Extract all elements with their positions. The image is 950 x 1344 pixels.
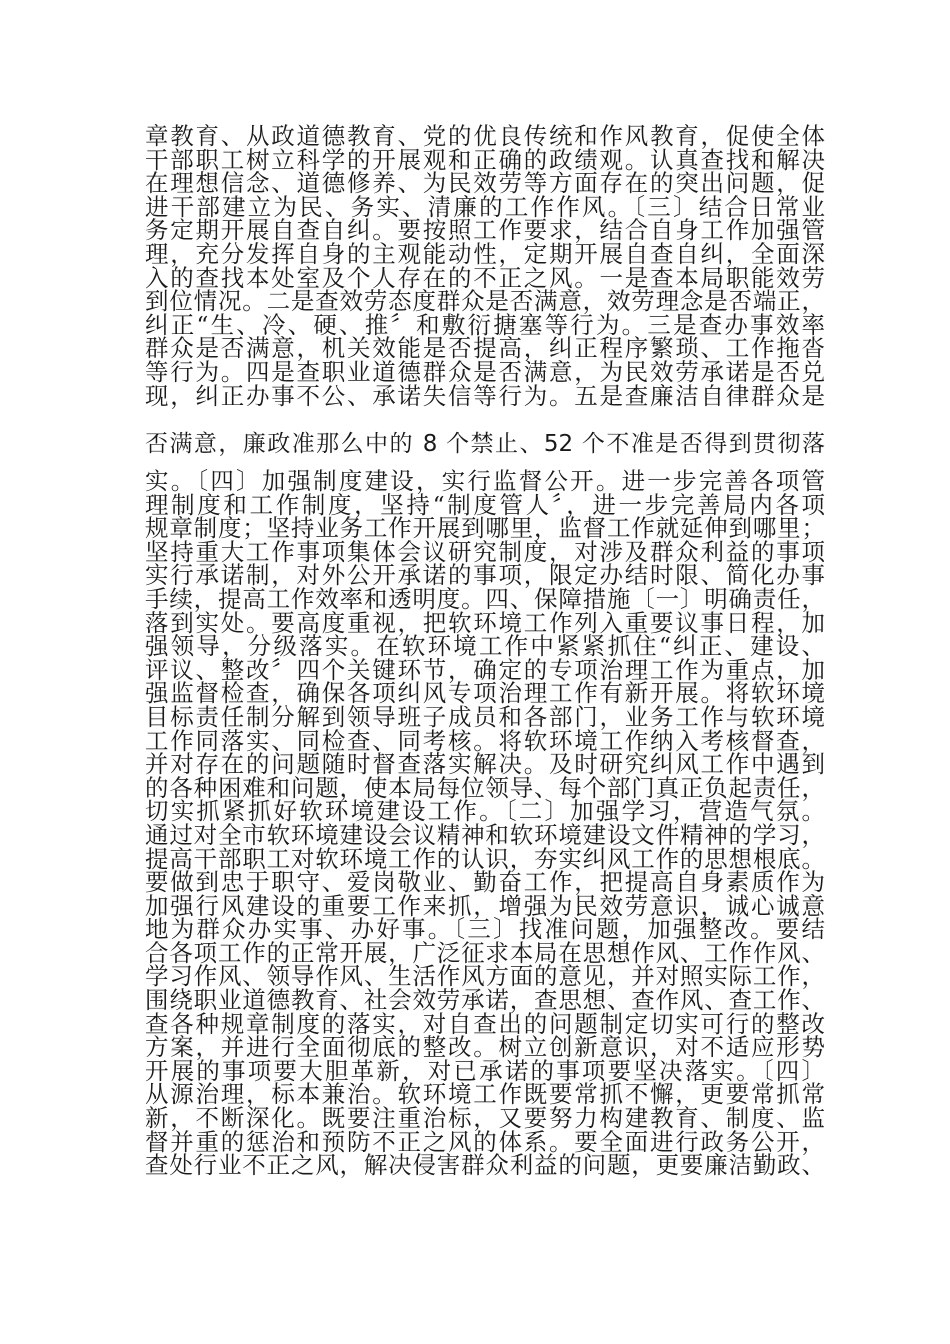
text-line: 强领导，分级落实。在软环境工作中紧紧抓住“纠正、建设、 [145,632,825,661]
text-line: 实行承诺制，对外公开承诺的事项，限定办结时限、简化办事 [145,561,825,590]
text-line: 的各种困难和问题，使本局每位领导、每个部门真正负起责任， [145,773,825,802]
paragraph-block-1 [145,122,825,410]
text-line: 纠正“生、冷、硬、推〞和敷衍搪塞等行为。三是查办事效率 [145,310,825,339]
text-line: 强监督检查，确保各项纠风专项治理工作有新开展。将软环境 [145,679,825,708]
text-line: 查各种规章制度的落实，对自查出的问题制定切实可行的整改 [145,1009,825,1038]
text-line: 工作同落实、同检查、同考核。将软环境工作纳入考核督查， [145,726,825,755]
text-line: 章教育、从政道德教育、党的优良传统和作风教育，促使全体 [145,122,825,150]
paragraph-block-2 [145,433,825,457]
text-line: 要做到忠于职守、爱岗敬业、勤奋工作，把提高自身素质作为 [145,868,825,897]
text-line: 实。〔四〕加强制度建设，实行监督公开。进一步完善各项管 [145,467,825,495]
text-line: 到位情况。二是查效劳态度群众是否满意，效劳理念是否端正， [145,287,825,316]
text-line: 入的查找本处室及个人存在的不正之风。一是查本局职能效劳 [145,263,825,292]
text-line: 群众是否满意，机关效能是否提高，纠正程序繁琐、工作拖沓 [145,334,825,363]
text-line: 新，不断深化。既要注重治标，又要努力构建教育、制度、监 [145,1104,825,1133]
text-line: 等行为。四是查职业道德群众是否满意，为民效劳承诺是否兑 [145,357,825,386]
text-line: 开展的事项要大胆革新，对已承诺的事项要坚决落实。〔四〕 [145,1056,825,1085]
text-line: 从源治理，标本兼治。软环境工作既要常抓不懈，更要常抓常 [145,1080,825,1109]
text-line: 规章制度；坚持业务工作开展到哪里，监督工作就延伸到哪里； [145,514,825,543]
text-line: 查处行业不正之风，解决侵害群众利益的问题，更要廉洁勤政、 [145,1151,825,1180]
text-line: 围绕职业道德教育、社会效劳承诺，查思想、查作风、查工作、 [145,986,825,1015]
text-line: 现，纠正办事不公、承诺失信等行为。五是查廉洁自律群众是 [145,381,825,410]
paragraph-block-3 [145,467,825,1180]
text-line: 务定期开展自查自纠。要按照工作要求，结合自身工作加强管 [145,216,825,245]
text-line: 督并重的惩治和预防不正之风的体系。要全面进行政务公开， [145,1127,825,1156]
text-line: 地为群众办实事、办好事。〔三〕找准问题，加强整改。要结 [145,915,825,944]
text-line: 切实抓紧抓好软环境建设工作。〔二〕加强学习，营造气氛。 [145,797,825,826]
text-line: 学习作风、领导作风、生活作风方面的意见，并对照实际工作， [145,962,825,991]
text-line: 坚持重大工作事项集体会议研究制度，对涉及群众利益的事项 [145,537,825,566]
text-line: 通过对全市软环境建设会议精神和软环境建设文件精神的学习， [145,820,825,849]
text-line: 落到实处。要高度重视，把软环境工作列入重要议事日程，加 [145,608,825,637]
text-line: 评议、整改〞四个关键环节，确定的专项治理工作为重点，加 [145,655,825,684]
text-line: 理，充分发挥自身的主观能动性，定期开展自查自纠，全面深 [145,239,825,268]
text-line: 否满意，廉政准那么中的 8 个禁止、52 个不准是否得到贯彻落 [145,431,825,457]
text-line: 合各项工作的正常开展，广泛征求本局在思想作风、工作作风、 [145,938,825,967]
text-line: 理制度和工作制度，坚持“制度管人〞，进一步完善局内各项 [145,490,825,519]
text-line: 在理想信念、道德修养、为民效劳等方面存在的突出问题，促 [145,169,825,198]
text-line: 并对存在的问题随时督查落实解决。及时研究纠风工作中遇到 [145,750,825,779]
text-line: 提高干部职工对软环境工作的认识，夯实纠风工作的思想根底。 [145,844,825,873]
text-line: 加强行风建设的重要工作来抓，增强为民效劳意识，诚心诚意 [145,891,825,920]
text-line: 手续，提高工作效率和透明度。四、保障措施〔一〕明确责任， [145,584,825,613]
text-line: 干部职工树立科学的开展观和正确的政绩观。认真查找和解决 [145,145,825,174]
text-line: 目标责任制分解到领导班子成员和各部门，业务工作与软环境 [145,702,825,731]
text-line: 进干部建立为民、务实、清廉的工作作风。〔三〕结合日常业 [145,192,825,221]
text-line: 方案，并进行全面彻底的整改。树立创新意识，对不适应形势 [145,1033,825,1062]
